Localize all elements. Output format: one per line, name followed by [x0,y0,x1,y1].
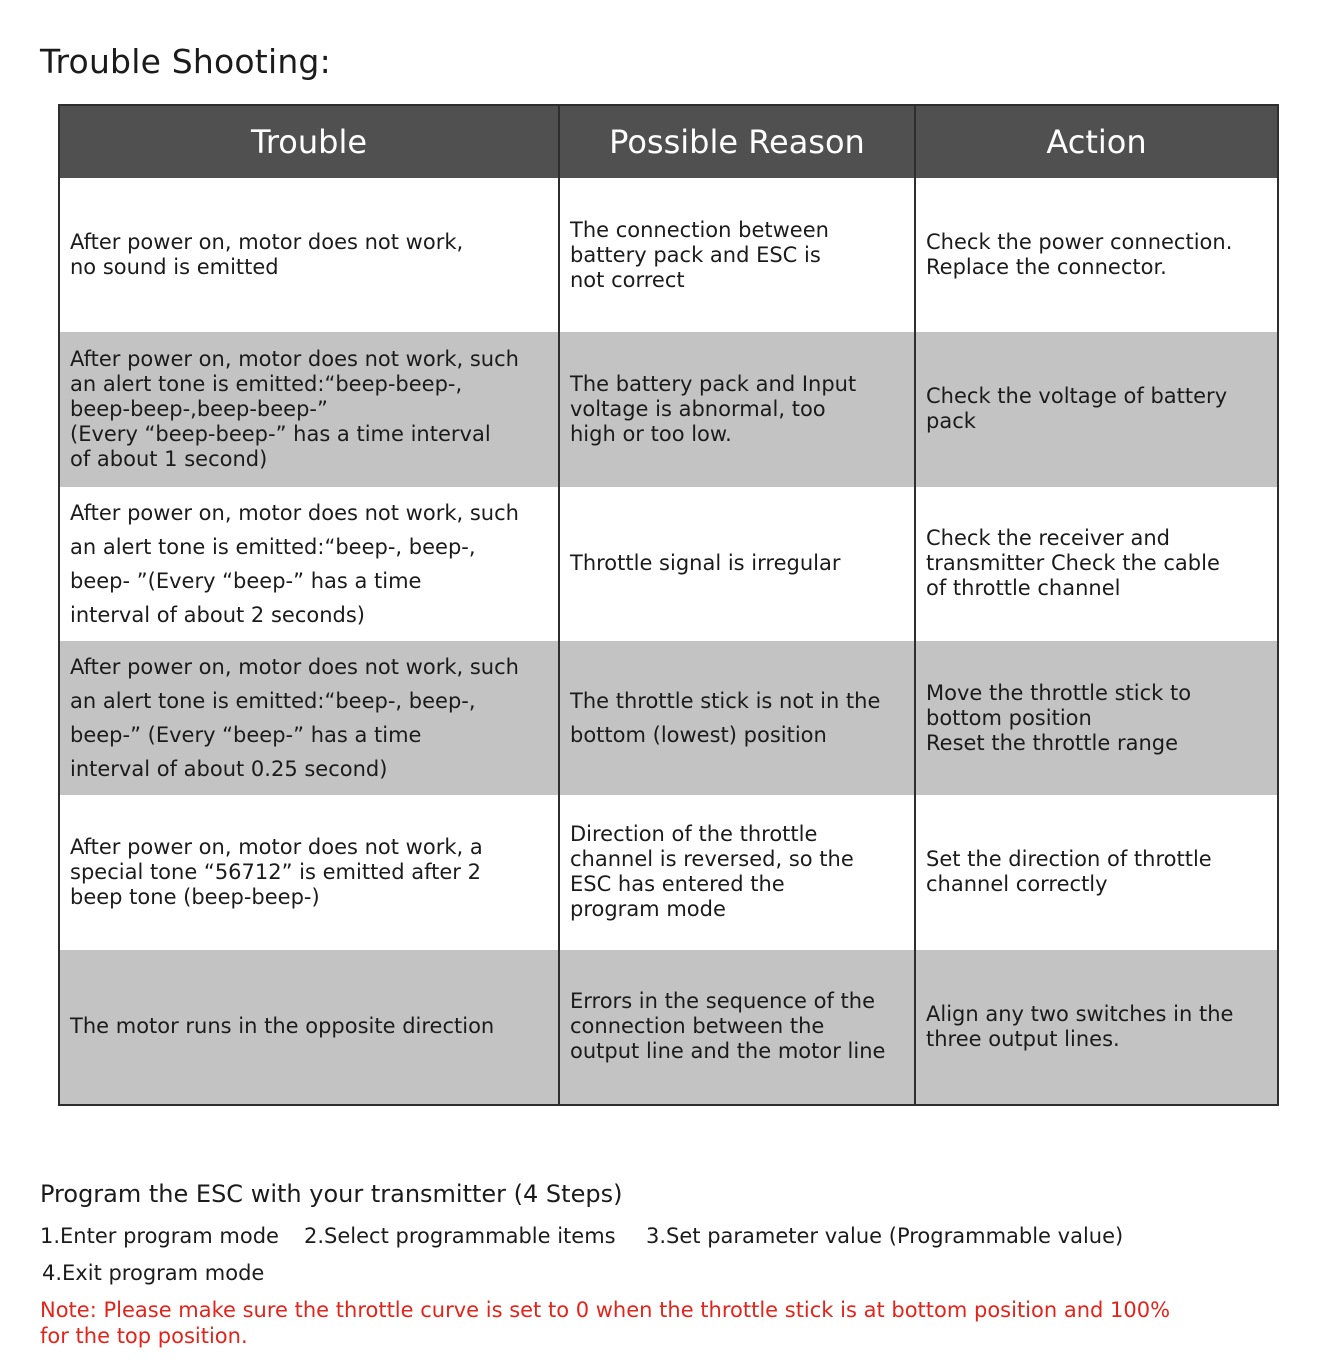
action-cell: Check the receiver and transmitter Check the cable of throttle channel [915,487,1277,641]
trouble-cell: The motor runs in the opposite direction [60,950,559,1104]
program-step-2: 2.Select programmable items [304,1224,616,1248]
header-possible-reason: Possible Reason [559,106,915,178]
trouble-cell: After power on, motor does not work, a special tone “56712” is emitted after 2 beep tone (beep-beep-) [60,795,559,949]
trouble-cell: After power on, motor does not work, such an alert tone is emitted:“beep-, beep-, beep-” (Every “beep-” has a time interval of about 0.25 second) [60,641,559,795]
reason-cell: The battery pack and Input voltage is abnormal, too high or too low. [559,332,915,486]
action-cell: Check the power connection. Replace the connector. [915,178,1277,332]
table-row [60,332,1277,486]
action-cell: Move the throttle stick to bottom position Reset the throttle range [915,641,1277,795]
reason-cell: Throttle signal is irregular [559,487,915,641]
action-cell: Set the direction of throttle channel correctly [915,795,1277,949]
action-cell: Align any two switches in the three output lines. [915,950,1277,1104]
trouble-cell: After power on, motor does not work, such an alert tone is emitted:“beep-beep-, beep-beep-,beep-beep-” (Every “beep-beep-” has a time interval of about 1 second) [60,332,559,486]
throttle-curve-note: Note: Please make sure the throttle curve is set to 0 when the throttle stick is at bottom position and 100% for the top position. [40,1298,1171,1348]
page-title: Trouble Shooting: [40,42,331,81]
table-row [60,641,1277,795]
table-row [60,795,1277,949]
action-cell: Check the voltage of battery pack [915,332,1277,486]
troubleshooting-table [58,104,1279,1106]
program-step-4: 4.Exit program mode [42,1261,265,1285]
header-action: Action [915,106,1277,178]
reason-cell: The throttle stick is not in the bottom (lowest) position [559,641,915,795]
table-row [60,950,1277,1104]
header-trouble: Trouble [60,106,559,178]
table-header-row [60,106,1277,178]
trouble-cell: After power on, motor does not work, no sound is emitted [60,178,559,332]
program-step-3: 3.Set parameter value (Programmable value) [646,1224,1124,1248]
trouble-cell: After power on, motor does not work, such an alert tone is emitted:“beep-, beep-, beep- ”(Every “beep-” has a time interval of about 2 seconds) [60,487,559,641]
table-row [60,487,1277,641]
reason-cell: Direction of the throttle channel is reversed, so the ESC has entered the program mode [559,795,915,949]
table-row [60,178,1277,332]
program-step-1: 1.Enter program mode [40,1224,279,1248]
reason-cell: Errors in the sequence of the connection between the output line and the motor line [559,950,915,1104]
reason-cell: The connection between battery pack and ESC is not correct [559,178,915,332]
program-section-title: Program the ESC with your transmitter (4 Steps) [40,1180,623,1208]
